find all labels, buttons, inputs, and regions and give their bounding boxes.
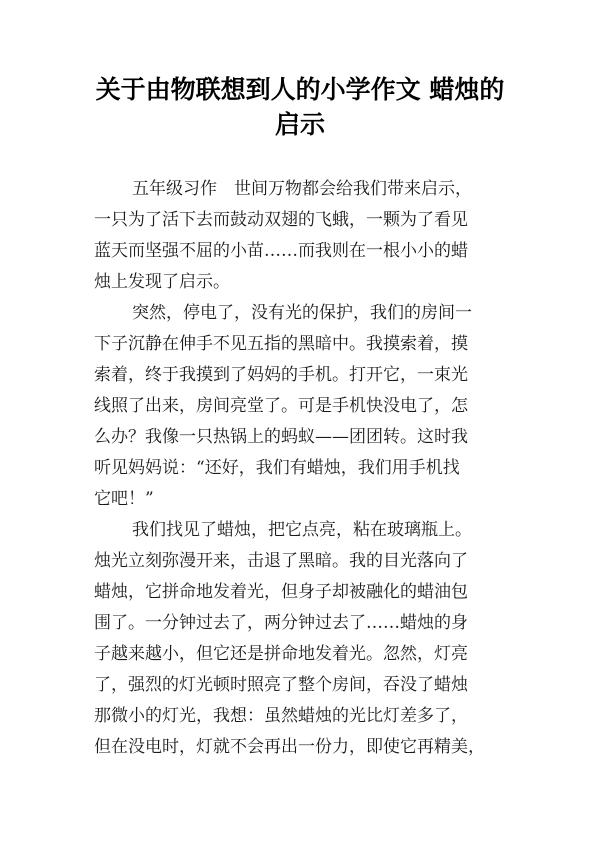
paragraph-intro <box>94 174 512 298</box>
text-line: 么办？我像一只热锅上的蚂蚁——团团转。这时我 <box>94 427 468 447</box>
document-title: 关于由物联想到人的小学作文 蜡烛的启示 <box>95 75 505 139</box>
text-line: 一只为了活下去而鼓动双翅的飞蛾，一颗为了看见 <box>94 210 468 230</box>
text-line: 下子沉静在伸手不见五指的黑暗中。我摸索着，摸 <box>94 334 468 354</box>
text-line: 线照了出来，房间亮堂了。可是手机快没电了，怎 <box>94 396 468 416</box>
text-line: 了，强烈的灯光顿时照亮了整个房间，吞没了蜡烛 <box>94 675 468 695</box>
text-line: 烛上发现了启示。 <box>94 272 230 292</box>
paragraph-power-outage <box>94 298 512 515</box>
text-line: 听见妈妈说：“还好，我们有蜡烛，我们用手机找 <box>94 458 460 478</box>
text-line: 我们找见了蜡烛，把它点亮，粘在玻璃瓶上。 <box>132 520 472 540</box>
text-line: 围了。一分钟过去了，两分钟过去了……蜡烛的身 <box>94 613 468 633</box>
text-line: 突然，停电了，没有光的保护，我们的房间一 <box>132 303 472 323</box>
text-line: 蜡烛，它拼命地发着光，但身子却被融化的蜡油包 <box>94 582 468 602</box>
article-body <box>94 174 512 763</box>
text-line: 索着，终于我摸到了妈妈的手机。打开它，一束光 <box>94 365 468 385</box>
text-line: 但在没电时，灯就不会再出一份力，即使它再精美， <box>94 737 485 757</box>
text-line: 五年级习作 世间万物都会给我们带来启示， <box>132 179 472 199</box>
text-line: 蓝天而坚强不屈的小苗……而我则在一根小小的蜡 <box>94 241 468 261</box>
text-line: 烛光立刻弥漫开来，击退了黑暗。我的目光落向了 <box>94 551 468 571</box>
paragraph-candle-light <box>94 515 512 763</box>
text-line: 子越来越小，但它还是拼命地发着光。忽然，灯亮 <box>94 644 468 664</box>
text-line: 它吧！” <box>94 489 154 509</box>
text-line: 那微小的灯光，我想：虽然蜡烛的光比灯差多了， <box>94 706 468 726</box>
